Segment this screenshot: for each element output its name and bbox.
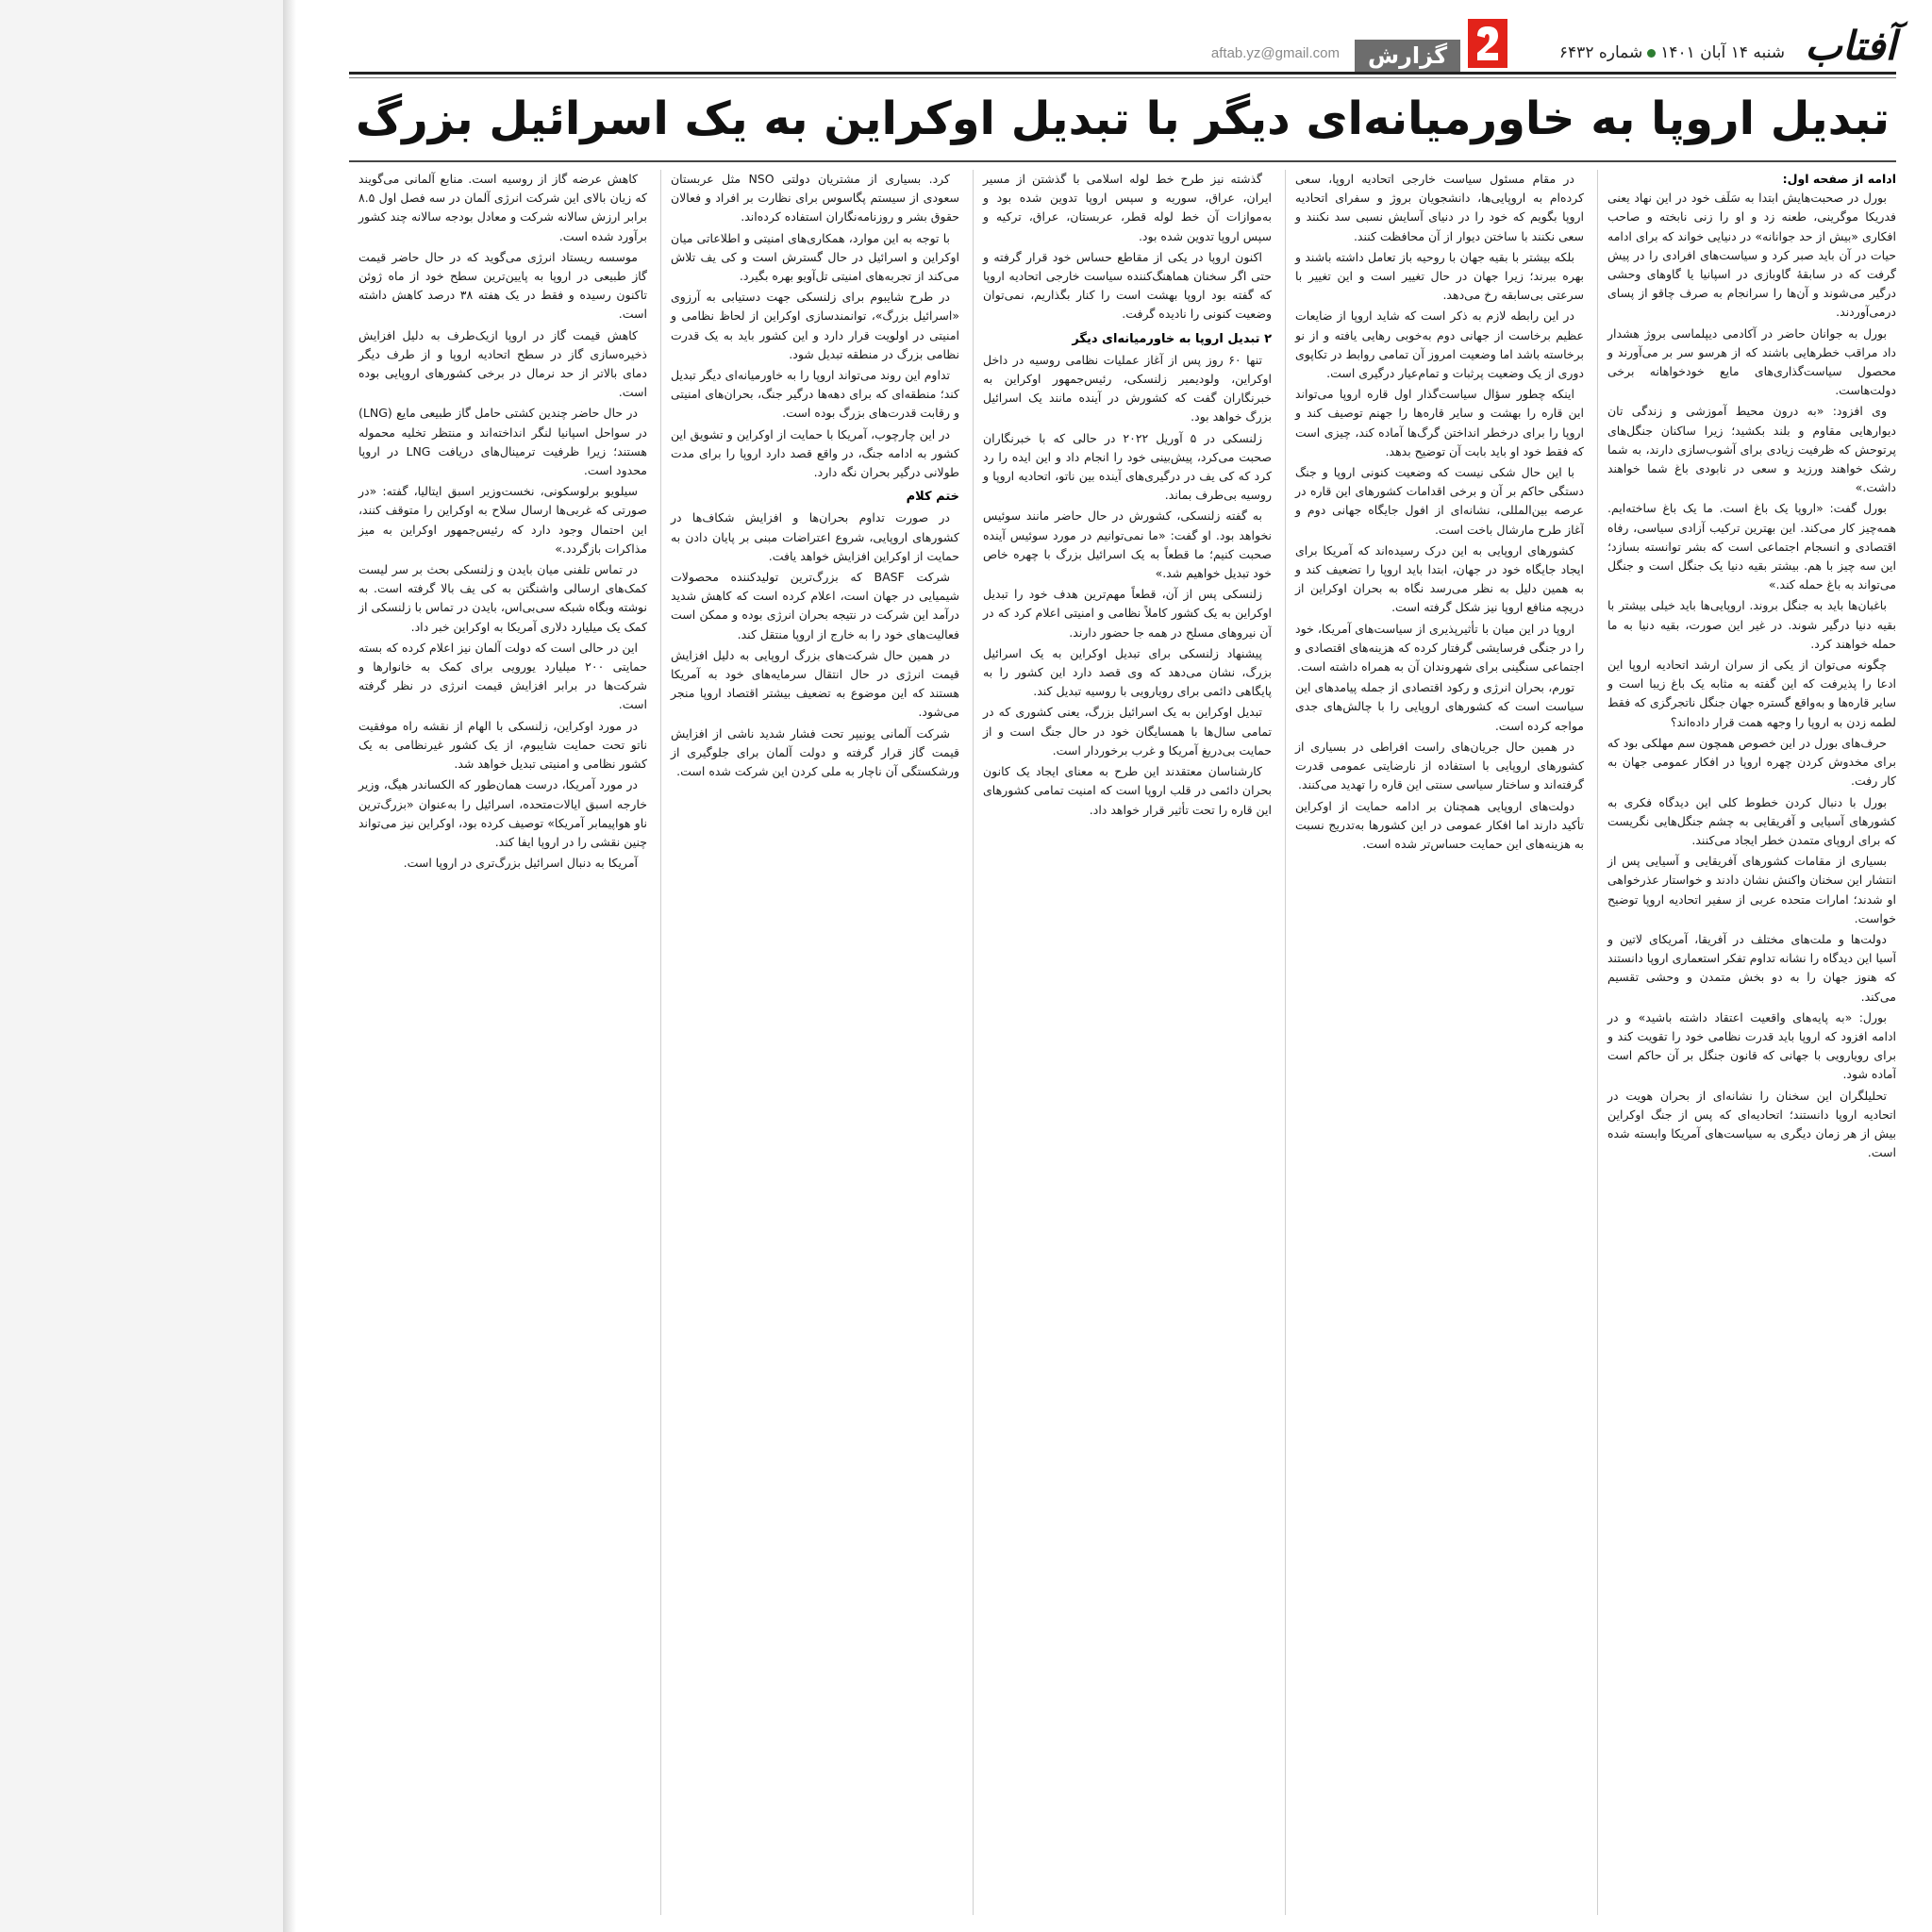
article-paragraph: شرکت آلمانی یونیپر تحت فشار شدید ناشی از افزایش قیمت گاز قرار گرفته و دولت آلمان برای جلوگیری از ورشکستگی آن ناچار به ملی کردن این شرکت شده است. [671,725,959,779]
article-paragraph: بورل با دنبال کردن خطوط کلی این دیدگاه فکری به کشورهای آسیایی و آفریقایی به چشم جنگل‌هایی نگریست که برای اروپای متمدن خطر ایجاد می‌کنند. [1607,794,1896,847]
article-paragraph: پیشنهاد زلنسکی برای تبدیل اوکراین به یک اسرائیل بزرگ، نشان می‌دهد که وی قصد دارد این کشور را به پایگاهی دائمی برای رویارویی با روسیه تبدیل کند. [983,645,1272,699]
article-paragraph: با این حال شکی نیست که وضعیت کنونی اروپا و جنگ دستگی حاکم بر آن و برخی اقدامات کشورهای این قاره در عرصه بین‌المللی، نشانه‌ای از افول جایگاه جهانی دوم و آغاز طرح مارشال باخت است. [1295,465,1584,537]
masthead [349,21,1896,75]
article-paragraph: در مقام مسئول سیاست خارجی اتحادیه اروپا، سعی کرده‌ام به اروپایی‌ها، دانشجویان بروژ و سفرای اتحادیه اروپا بگویم که خود را در دنیای آسایش نسبی سد نکنند و سعی نکنند با ساختن دیوار از آن محافظت کنند. [1295,172,1584,243]
article-lead: ادامه از صفحه اول: [1782,172,1896,186]
article-paragraph: در مورد اوکراین، زلنسکی با الهام از نقشه راه موفقیت ناتو تحت حمایت شایبوم، از یک کشور غیرنظامی به یک کشور نظامی و امنیتی تبدیل خواهد شد. [358,718,647,772]
section-mark-icon [1466,15,1509,72]
article-paragraph: در حال حاضر چندین کشتی حامل گاز طبیعی مایع (LNG) در سواحل اسپانیا لنگر انداخته‌اند و منتظر تخلیه محموله هستند؛ زیرا ظرفیت ترمینال‌های دریافت LNG در اروپا محدود است. [358,406,647,478]
article-paragraph: کاهش قیمت گاز در اروپا ازیک‌طرف به دلیل افزایش ذخیره‌سازی گاز در سطح اتحادیه اروپا و از طرف دیگر دمای بالاتر از حد نرمال در برخی کشورهای اروپایی بوده است. [358,327,647,400]
article-paragraph: بورل گفت: «اروپا یک باغ است. ما یک باغ ساخته‌ایم. همه‌چیز کار می‌کند. این بهترین ترکیب آزادی سیاسی، رفاه اقتصادی و انسجام اجتماعی است که بشر توانسته بسازد؛ این سه چیز با هم. بیشتر بقیه دنیا یک جنگل است و جنگل می‌تواند به باغ حمله کند.» [1607,501,1896,592]
article-paragraph: در این رابطه لازم به ذکر است که شاید اروپا از ضایعات عظیم برخاست از جهانی دوم به‌خوبی رهایی یافته و از نو برخاسته باشد اما وضعیت امروز آن تمامی روابط در تکاپوی دوری از یک وضعیت پرثبات و تمام‌عیار درگیری است. [1295,308,1584,381]
article-column [973,170,1272,1915]
article-paragraph: کاهش عرضه گاز از روسیه است. منابع آلمانی می‌گویند که زیان بالای این شرکت انرژی آلمان در سه فصل اول ۸.۵ برابر ارزش سالانه شرکت و معادل بودجه سالانه چند کشور برآورد شده است. [358,172,647,243]
newspaper-page [283,0,1932,1932]
article-paragraph: حرف‌های بورل در این خصوص همچون سم مهلکی بود که برای مخدوش کردن چهره اروپا در افکار عمومی جهان به کار رفت. [1607,735,1896,789]
dot-icon [1647,49,1656,58]
article-paragraph: سیلویو برلوسکونی، نخست‌وزیر اسبق ایتالیا، گفته: «در صورتی که غربی‌ها ارسال سلاح به اوکراین را متوقف کنند، این احتمال وجود دارد که رئیس‌جمهور اوکراین به میز مذاکرات بازگردد.» [358,484,647,556]
article-paragraph: کرد. بسیاری از مشتریان دولتی NSO مثل عربستان سعودی از سیستم پگاسوس برای نظارت بر افراد و فعالان حقوق بشر و روزنامه‌نگاران استفاده کرده‌اند. [671,172,959,225]
article-paragraph: تبدیل اوکراین به یک اسرائیل بزرگ، یعنی کشوری که در تمامی سال‌ها با همسایگان خود در حال جنگ است و از حمایت بی‌دریغ آمریکا و غرب برخوردار است. [983,705,1272,758]
article-paragraph: چگونه می‌توان از یکی از سران ارشد اتحادیه اروپا این ادعا را پذیرفت که این گفته به مثابه یک باغ زیبا است و سایر قاره‌ها و به‌واقع گستره جهان جنگل ناتجرگزی که فقط لطمه زدن به اروپا را وجهه همت قرار داده‌اند؟ [1607,658,1896,729]
issue-date: شنبه ۱۴ آبان ۱۴۰۱ [1660,43,1785,62]
section-badge: گزارش [1355,40,1460,72]
article-columns [349,170,1896,1915]
article-paragraph: در طرح شایبوم برای زلنسکی جهت دستیابی به آرزوی «اسرائیل بزرگ»، توانمندسازی اوکراین از لحاظ نظامی و امنیتی در اولویت قرار دارد و این کشور باید به یک قدرت نظامی بزرگ در منطقه تبدیل شود. [671,290,959,361]
article-paragraph: تداوم این روند می‌تواند اروپا را به خاورمیانه‌ای دیگر تبدیل کند؛ منطقه‌ای که برای دهه‌ها درگیر جنگ، بحران‌های امنیتی و رقابت قدرت‌های بزرگ بوده است. [671,368,959,421]
article-paragraph: این در حالی است که دولت آلمان نیز اعلام کرده که بسته حمایتی ۲۰۰ میلیارد یورویی برای کمک به خانوارها و شرکت‌ها در برابر افزایش قیمت انرژی در نظر گرفته است. [358,640,647,712]
article-paragraph: به گفته زلنسکی، کشورش در حال حاضر مانند سوئیس نخواهد بود. او گفت: «ما نمی‌توانیم در مورد سوئیس آینده صحبت کنیم؛ ما قطعاً به یک اسرائیل بزرگ با چهره خاص خود تبدیل خواهیم شد.» [983,508,1272,581]
article-paragraph: اکنون اروپا در یکی از مقاطع حساس خود قرار گرفته و حتی اگر سخنان هماهنگ‌کننده سیاست خارجی اتحادیه اروپا که گفته بود اروپا بهشت است را کنار بگذاریم، نمی‌توان وضعیت کنونی را نادیده گرفت. [983,249,1272,322]
article-subheading: ۲ تبدیل اروپا به خاورمیانه‌ای دیگر [1072,331,1272,346]
headline-rule [349,160,1896,162]
article-paragraph: وی افزود: «به درون محیط آموزشی و زندگی تان دیوارهایی مقاوم و بلند بکشید؛ زیرا ساکنان جنگل‌های پرتوحش که ظرفیت زیادی برای آشوب‌سازی دارند، به شما رشک خواهند ورزید و سعی در نابودی باغ شما خواهند داشت.» [1607,404,1896,495]
article-paragraph: تنها ۶۰ روز پس از آغاز عملیات نظامی روسیه در داخل اوکراین، ولودیمیر زلنسکی، رئیس‌جمهور اوکراین به خبرنگاران گفت که کشورش در آینده مانند یک اسرائیل بزرگ خواهد بود. [983,352,1272,425]
article-column [349,170,647,1915]
article-paragraph: اروپا در این میان با تأثیرپذیری از سیاست‌های آمریکا، خود را در جنگی فرسایشی گرفتار کرده که هزینه‌های اقتصادی و اجتماعی سنگینی برای شهروندان آن به همراه داشته است. [1295,621,1584,675]
article-paragraph: بورل: «به پایه‌های واقعیت اعتقاد داشته باشید» و در ادامه افزود که اروپا باید قدرت نظامی خود را تقویت کند و برای رویارویی با جهانی که قانون جنگل بر آن حاکم است آماده شود. [1607,1009,1896,1082]
masthead-rule-thin [349,77,1896,78]
article-paragraph: تورم، بحران انرژی و رکود اقتصادی از جمله پیامدهای این سیاست است که کشورهای اروپایی را با چالش‌های جدی مواجه کرده است. [1295,680,1584,733]
article-paragraph: بورل در صحبت‌هایش ابتدا به سَلَف خود در این نهاد یعنی فدریکا موگرینی، طعنه زد و او را زنی نابخته و صاحب افکاری «بیش از حد جوانانه» در دنیایی خواند که برای ادامه حیات در آن باید صبر کرد و سیاست‌های افرادی را در پیش گرفت که در سابقهٔ گاوبازی در اسپانیا یا گاوهای وحشی درگیر می‌شوند و آن‌ها را سرانجام به صرف چاقو از پسای درمی‌آوردند. [1607,191,1896,320]
article-paragraph: در همین حال جریان‌های راست افراطی در بسیاری از کشورهای اروپایی با استفاده از نارضایتی عمومی قدرت گرفته‌اند و ساختار سیاسی سنتی این قاره را تهدید می‌کنند. [1295,739,1584,792]
article-column [1285,170,1584,1915]
article-paragraph: اینکه چطور سؤال سیاست‌گذار اول قاره اروپا می‌تواند این قاره را بهشت و سایر قاره‌ها را جهنم توصیف کند و اروپا را برای درخطر انداختن گرگ‌ها آماده کند، چیزی است که فقط خود او باید بابت آن توضیح بدهد. [1295,387,1584,458]
newspaper-logo: آفتاب [1805,23,1896,69]
article-paragraph: کارشناسان معتقدند این طرح به معنای ایجاد یک کانون بحران دائمی در قلب اروپا است که امنیت تمامی کشورهای این قاره را تحت تأثیر قرار خواهد داد. [983,764,1272,817]
article-column [660,170,959,1915]
article-paragraph: در مورد آمریکا، درست همان‌طور که الکساندر هیگ، وزیر خارجه اسبق ایالات‌متحده، اسرائیل را به‌عنوان «بزرگ‌ترین ناو هواپیمابر آمریکا» توصیف کرده بود، اوکراین نیز می‌تواند چنین نقشی را در اروپا ایفا کند. [358,777,647,849]
article-paragraph: در صورت تداوم بحران‌ها و افزایش شکاف‌ها در کشورهای اروپایی، شروع اعتراضات مبنی بر پایان دادن به حمایت از اوکراین افزایش خواهد یافت. [671,510,959,563]
article-paragraph: باغبان‌ها باید به جنگل بروند. اروپایی‌ها باید خیلی بیشتر با بقیه دنیا درگیر شوند. در غیر این صورت، بقیه دنیا به ما حمله خواهند کرد. [1607,598,1896,651]
article-paragraph: با توجه به این موارد، همکاری‌های امنیتی و اطلاعاتی میان اوکراین و اسرائیل در حال گسترش است و کی یف تلاش می‌کند از تجربه‌های امنیتی تل‌آویو بهره بگیرد. [671,230,959,284]
masthead-rule [349,72,1896,75]
article-column [1597,170,1896,1915]
issue-number: شماره ۶۴۳۲ [1558,43,1643,62]
article-paragraph: در تماس تلفنی میان بایدن و زلنسکی بحث بر سر لیست کمک‌های ارسالی واشنگتن به کی یف بالا گرفته است. به نوشته وبگاه شبکه سی‌بی‌اس، بایدن در تماس با زلنسکی از کمک یک میلیارد دلاری آمریکا به اوکراین خبر داد. [358,562,647,634]
article-paragraph: در همین حال شرکت‌های بزرگ اروپایی به دلیل افزایش قیمت انرژی در حال انتقال سرمایه‌های خود به آمریکا هستند که این موضوع به تضعیف بیشتر اقتصاد اروپا منجر می‌شود. [671,647,959,720]
contact-email: aftab.yz@gmail.com [1210,45,1340,61]
article-paragraph: دولت‌ها و ملت‌های مختلف در آفریقا، آمریکای لاتین و آسیا این دیدگاه را نشانه تداوم تفکر استعماری اروپا دانستند که هنوز جهان را به دو بخش متمدن و وحشی تقسیم می‌کند. [1607,931,1896,1004]
article-paragraph: تحلیلگران این سخنان را نشانه‌ای از بحران هویت در اتحادیه اروپا دانستند؛ اتحادیه‌ای که پس از جنگ اوکراین بیش از هر زمان دیگری به سیاست‌های آمریکا وابسته شده است. [1607,1088,1896,1160]
page-headline: تبدیل اروپا به خاورمیانه‌ای دیگر با تبدیل اوکراین به یک اسرائیل بزرگ [356,92,1890,145]
article-paragraph: موسسه ریستاد انرژی می‌گوید که در حال حاضر قیمت گاز طبیعی در اروپا به پایین‌ترین سطح خود از ماه ژوئن تاکنون رسیده و فقط در یک هفته ۳۸ درصد کاهش داشته است. [358,249,647,322]
article-subheading: ختم کلام [906,490,959,505]
article-paragraph: بلکه بیشتر با بقیه جهان با روحیه باز تعامل داشته باشند و بهره ببرند؛ زیرا جهان در حال تغییر است و این تغییر با سرعتی بی‌سابقه رخ می‌دهد. [1295,249,1584,303]
article-paragraph: بسیاری از مقامات کشورهای آفریقایی و آسیایی پس از انتشار این سخنان واکنش نشان دادند و خواستار عذرخواهی او شدند؛ امارات متحده عربی از سفیر اتحادیه اروپا توضیح خواست. [1607,854,1896,925]
article-paragraph: زلنسکی در ۵ آوریل ۲۰۲۲ در حالی که با خبرنگاران صحبت می‌کرد، پیش‌بینی خود را انجام داد و این ایده را رد کرد که کی یف در درگیری‌های آینده بین ناتو، اتحادیه اروپا و روسیه بی‌طرف بماند. [983,430,1272,503]
page-gutter [283,0,296,1932]
article-paragraph: کشورهای اروپایی به این درک رسیده‌اند که آمریکا برای ایجاد جایگاه خود در جهان، ابتدا باید اروپا را تضعیف کند و به همین دلیل به نظر می‌رسد نگاه به بحران اوکراین از دریچه منافع اروپا نیز شکل گرفته است. [1295,542,1584,615]
article-paragraph: در این چارچوب، آمریکا با حمایت از اوکراین و تشویق این کشور به ادامه جنگ، در واقع قصد دارد اروپا را برای مدت طولانی درگیر بحران نگه دارد. [671,426,959,480]
article-paragraph: دولت‌های اروپایی همچنان بر ادامه حمایت از اوکراین تأکید دارند اما افکار عمومی در این کشورها به‌تدریج نسبت به هزینه‌های این حمایت حساس‌تر شده است. [1295,798,1584,851]
issue-info [1559,43,1785,62]
article-paragraph: بورل به جوانان حاضر در آکادمی دیپلماسی بروژ هشدار داد مراقب خطرهایی باشند که از هرسو سر بر می‌آورند و محصول سیاست‌گذاری‌های مایع خودخواهانه برخی دولت‌هاست. [1607,325,1896,398]
article-paragraph: زلنسکی پس از آن، قطعاً مهم‌ترین هدف خود را تبدیل اوکراین به یک کشور کاملاً نظامی و امنیتی اعلام کرد که در آن نیروهای مسلح در همه جا حضور دارند. [983,587,1272,640]
article-paragraph: آمریکا به دنبال اسرائیل بزرگ‌تری در اروپا است. [403,856,638,871]
article-paragraph: شرکت BASF که بزرگ‌ترین تولیدکننده محصولات شیمیایی در جهان است، اعلام کرده است که کاهش شدید درآمد این شرکت در نتیجه بحران انرژی بوده و ممکن است فعالیت‌های خود را به خارج از اروپا منتقل کند. [671,570,959,641]
article-paragraph: گذشته نیز طرح خط لوله اسلامی با گذشتن از مسیر ایران، عراق، سوریه و سپس اروپا تدوین شده بود و به‌موازات آن خط لوله قطر، عربستان، عراق، ترکیه و سپس اروپا تدوین شده بود. [983,172,1272,243]
